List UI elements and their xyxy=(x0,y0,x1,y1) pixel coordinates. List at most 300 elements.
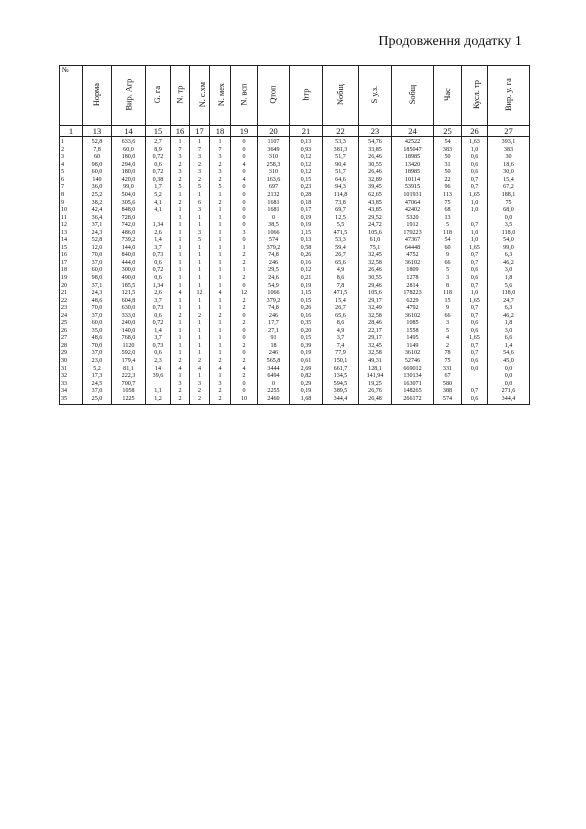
table-cell: 54 xyxy=(434,137,462,147)
table-cell: 2 xyxy=(171,388,190,396)
table-cell: 0,6 xyxy=(146,313,171,321)
table-cell: 2460 xyxy=(258,396,290,405)
table-cell: 504,0 xyxy=(112,192,146,200)
table-cell: 1 xyxy=(171,192,190,200)
table-cell: 0,0 xyxy=(488,381,530,389)
row-number-cell: 3 xyxy=(60,154,83,162)
table-cell: 2,6 xyxy=(146,290,171,298)
table-cell: 30,0 xyxy=(488,169,530,177)
table-cell: 3 xyxy=(210,169,231,177)
table-cell: 45,0 xyxy=(488,358,530,366)
table-cell xyxy=(462,381,488,389)
table-cell: 271,6 xyxy=(488,388,530,396)
table-cell: 5 xyxy=(434,267,462,275)
table-cell: 1278 xyxy=(392,275,434,283)
table-row xyxy=(60,137,530,147)
table-cell: 37,1 xyxy=(83,222,112,230)
table-cell: 19,25 xyxy=(359,381,392,389)
table-cell: 1 xyxy=(210,207,231,215)
table-cell: 1 xyxy=(190,252,210,260)
header-cell: N. мех xyxy=(210,66,231,126)
table-cell: 130134 xyxy=(392,373,434,381)
table-cell: 258,3 xyxy=(258,162,290,170)
table-cell: 43,85 xyxy=(359,199,392,207)
table-cell: 163071 xyxy=(392,381,434,389)
row-number-cell: 23 xyxy=(60,305,83,313)
table-row xyxy=(60,305,530,313)
table-cell: 0,6 xyxy=(146,260,171,268)
table-cell: 1 xyxy=(171,335,190,343)
table-cell: 15 xyxy=(434,297,462,305)
table-cell: 7,8 xyxy=(323,282,359,290)
table-cell: 388 xyxy=(434,388,462,396)
table-cell: 24,72 xyxy=(359,222,392,230)
table-cell: 60 xyxy=(434,245,462,253)
table-cell: 50 xyxy=(434,154,462,162)
table-row xyxy=(60,343,530,351)
table-cell: 77,9 xyxy=(323,350,359,358)
table-cell: 669012 xyxy=(392,365,434,373)
table-cell: 0,7 xyxy=(462,343,488,351)
table-cell xyxy=(146,381,171,389)
table-row xyxy=(60,297,530,305)
table-cell: 42522 xyxy=(392,137,434,147)
row-number-cell: 18 xyxy=(60,267,83,275)
table-cell: 65,6 xyxy=(323,313,359,321)
table-cell: 4 xyxy=(210,365,231,373)
header-cell: S у.з. xyxy=(359,66,392,126)
table-cell: 98,0 xyxy=(83,275,112,283)
table-cell: 0,12 xyxy=(290,267,323,275)
table-cell: 54,76 xyxy=(359,137,392,147)
table-cell: 0,13 xyxy=(290,137,323,147)
table-cell: 6494 xyxy=(258,373,290,381)
table-cell: 0,19 xyxy=(290,388,323,396)
table-row xyxy=(60,313,530,321)
table-cell: 0 xyxy=(231,137,258,147)
table-cell: 246 xyxy=(258,350,290,358)
table-cell: 163,6 xyxy=(258,177,290,185)
table-cell: 2 xyxy=(171,177,190,185)
table-cell: 0,21 xyxy=(290,275,323,283)
row-number-cell: 8 xyxy=(60,192,83,200)
table-cell: 1085 xyxy=(392,320,434,328)
table-cell: 67,2 xyxy=(488,184,530,192)
table-cell: 96 xyxy=(434,184,462,192)
table-cell: 91 xyxy=(258,335,290,343)
table-cell: 1 xyxy=(190,260,210,268)
table-cell: 2 xyxy=(231,305,258,313)
table-cell: 574 xyxy=(258,237,290,245)
table-cell: 52746 xyxy=(392,358,434,366)
table-cell: 7,8 xyxy=(83,147,112,155)
table-cell: 114,8 xyxy=(323,192,359,200)
row-number-cell: 15 xyxy=(60,245,83,253)
table-cell: 90,4 xyxy=(323,162,359,170)
table-cell: 1,7 xyxy=(146,184,171,192)
table-cell: 26,76 xyxy=(359,388,392,396)
table-cell: 7 xyxy=(210,147,231,155)
table-cell: 0 xyxy=(231,335,258,343)
table-cell: 0,6 xyxy=(462,328,488,336)
table-cell: 39,6 xyxy=(146,373,171,381)
table-cell: 331 xyxy=(434,365,462,373)
table-cell: 10114 xyxy=(392,177,434,185)
table-cell: 47367 xyxy=(392,237,434,245)
row-number-cell: 7 xyxy=(60,184,83,192)
table-cell: 52,8 xyxy=(83,137,112,147)
table-cell: 0,19 xyxy=(290,222,323,230)
table-cell: 5,5 xyxy=(323,222,359,230)
column-number: 24 xyxy=(392,126,434,137)
table-cell: 0 xyxy=(231,154,258,162)
table-cell: 840,0 xyxy=(112,252,146,260)
table-cell xyxy=(462,373,488,381)
table-cell: 3 xyxy=(190,381,210,389)
table-row xyxy=(60,184,530,192)
table-cell: 70,0 xyxy=(83,343,112,351)
table-cell: 29,46 xyxy=(359,282,392,290)
table-cell: 630,0 xyxy=(112,305,146,313)
table-cell: 26,46 xyxy=(359,154,392,162)
table-cell: 5 xyxy=(434,328,462,336)
table-cell: 0,12 xyxy=(290,154,323,162)
table-cell: 51,7 xyxy=(323,169,359,177)
table-cell: 4 xyxy=(231,162,258,170)
table-cell: 2 xyxy=(171,199,190,207)
table-cell: 1225 xyxy=(112,396,146,405)
table-cell: 3 xyxy=(190,207,210,215)
header-cell: Час xyxy=(434,66,462,126)
table-cell: 240,0 xyxy=(112,320,146,328)
table-cell: 1681 xyxy=(258,199,290,207)
table-cell: 32,45 xyxy=(359,252,392,260)
table-cell: 2 xyxy=(171,313,190,321)
row-number-cell: 26 xyxy=(60,328,83,336)
table-cell: 0,72 xyxy=(146,267,171,275)
table-cell: 3,0 xyxy=(488,328,530,336)
table-cell: 0 xyxy=(231,328,258,336)
table-cell: 29,52 xyxy=(359,214,392,222)
table-cell: 36,0 xyxy=(83,184,112,192)
table-cell: 2 xyxy=(210,396,231,405)
table-cell: 46,2 xyxy=(488,260,530,268)
table-cell: 0 xyxy=(258,381,290,389)
table-cell: 1 xyxy=(210,282,231,290)
header-cell: G. га xyxy=(146,66,171,126)
table-cell: 0,73 xyxy=(146,343,171,351)
table-cell: 113 xyxy=(434,192,462,200)
table-cell: 0,0 xyxy=(462,365,488,373)
table-cell: 1 xyxy=(171,328,190,336)
table-cell: 2,6 xyxy=(146,230,171,238)
table-cell: 604,8 xyxy=(112,297,146,305)
table-cell: 3 xyxy=(434,320,462,328)
table-cell: 0,26 xyxy=(290,305,323,313)
table-cell: 24,3 xyxy=(83,290,112,298)
table-cell: 0,7 xyxy=(462,388,488,396)
table-cell: 140,0 xyxy=(112,328,146,336)
table-cell: 2 xyxy=(231,343,258,351)
table-cell: 294,0 xyxy=(112,162,146,170)
table-cell: 0,7 xyxy=(462,350,488,358)
table-cell: 134,5 xyxy=(323,373,359,381)
table-cell: 64,6 xyxy=(323,177,359,185)
table-cell: 53,3 xyxy=(323,237,359,245)
table-cell: 1 xyxy=(190,275,210,283)
row-number-cell: 11 xyxy=(60,214,83,222)
table-cell: 26,7 xyxy=(323,252,359,260)
table-row xyxy=(60,350,530,358)
table-cell: 471,5 xyxy=(323,230,359,238)
table-cell: 37,0 xyxy=(83,313,112,321)
table-cell: 6,3 xyxy=(488,252,530,260)
table-cell: 1 xyxy=(171,230,190,238)
table-cell: 1058 xyxy=(112,388,146,396)
table-cell: 50 xyxy=(434,169,462,177)
table-cell: 1,8 xyxy=(488,275,530,283)
table-cell: 1,1 xyxy=(146,388,171,396)
header-cell: N. всп xyxy=(231,66,258,126)
table-cell: 0,6 xyxy=(462,275,488,283)
header-cell-number: № xyxy=(60,66,83,126)
table-row xyxy=(60,282,530,290)
table-cell: 1 xyxy=(210,267,231,275)
table-row xyxy=(60,365,530,373)
table-cell: 1 xyxy=(171,320,190,328)
table-cell: 17,7 xyxy=(258,320,290,328)
table-row xyxy=(60,207,530,215)
table-cell: 0,73 xyxy=(146,252,171,260)
row-number-cell: 5 xyxy=(60,169,83,177)
table-cell: 3 xyxy=(190,230,210,238)
table-cell: 74,8 xyxy=(258,252,290,260)
table-cell: 0,20 xyxy=(290,328,323,336)
table-cell: 18 xyxy=(258,343,290,351)
table-cell: 0,17 xyxy=(290,207,323,215)
table-cell: 3649 xyxy=(258,147,290,155)
table-cell: 1 xyxy=(210,328,231,336)
table-cell: 65,6 xyxy=(323,260,359,268)
table-cell: 1 xyxy=(210,297,231,305)
table-cell: 2 xyxy=(231,373,258,381)
column-number: 13 xyxy=(83,126,112,137)
table-cell: 4792 xyxy=(392,305,434,313)
table-cell: 42,4 xyxy=(83,207,112,215)
table-cell: 0,61 xyxy=(290,358,323,366)
table-cell: 29,17 xyxy=(359,297,392,305)
table-cell: 75 xyxy=(488,199,530,207)
table-cell: 5 xyxy=(210,184,231,192)
table-cell: 2 xyxy=(231,358,258,366)
header-cell: Вир. Агр xyxy=(112,66,146,126)
table-cell: 7 xyxy=(190,147,210,155)
table-cell: 6,6 xyxy=(488,335,530,343)
table-cell: 47064 xyxy=(392,199,434,207)
table-cell: 64448 xyxy=(392,245,434,253)
table-cell: 2 xyxy=(190,396,210,405)
table-cell: 4,1 xyxy=(146,207,171,215)
table-cell: 14 xyxy=(146,365,171,373)
table-body xyxy=(60,137,530,405)
table-cell: 0,19 xyxy=(290,350,323,358)
table-cell: 5 xyxy=(190,237,210,245)
table-cell: 12,5 xyxy=(323,214,359,222)
table-cell: 2255 xyxy=(258,388,290,396)
table-cell: 1 xyxy=(190,373,210,381)
table-cell: 0,58 xyxy=(290,245,323,253)
table-cell: 3,7 xyxy=(323,335,359,343)
table-cell: 185,5 xyxy=(112,282,146,290)
table-cell: 1 xyxy=(171,260,190,268)
table-cell: 1558 xyxy=(392,328,434,336)
table-cell: 48,6 xyxy=(83,335,112,343)
table-row xyxy=(60,192,530,200)
table-cell: 17,3 xyxy=(83,373,112,381)
row-number-cell: 20 xyxy=(60,282,83,290)
table-cell: 1 xyxy=(171,245,190,253)
table-cell: 0,16 xyxy=(290,260,323,268)
table-cell: 1 xyxy=(171,214,190,222)
table-cell: 393,1 xyxy=(488,137,530,147)
table-cell: 0,0 xyxy=(488,365,530,373)
table-cell: 383 xyxy=(434,147,462,155)
table-cell: 2 xyxy=(171,162,190,170)
column-number: 14 xyxy=(112,126,146,137)
row-number-cell: 14 xyxy=(60,237,83,245)
table-cell: 38,2 xyxy=(83,199,112,207)
table-cell: 344,4 xyxy=(488,396,530,405)
table-cell: 2,3 xyxy=(146,358,171,366)
table-cell: 1149 xyxy=(392,343,434,351)
table-cell: 0,28 xyxy=(290,192,323,200)
table-cell: 36102 xyxy=(392,350,434,358)
table-cell: 1 xyxy=(190,245,210,253)
table-cell: 0,26 xyxy=(290,252,323,260)
table-cell: 0,15 xyxy=(290,177,323,185)
table-cell: 1107 xyxy=(258,137,290,147)
table-cell: 0,29 xyxy=(290,381,323,389)
row-number-cell: 29 xyxy=(60,350,83,358)
table-cell: 420,0 xyxy=(112,177,146,185)
table-cell: 1 xyxy=(190,350,210,358)
table-cell: 8,6 xyxy=(323,320,359,328)
table-cell: 140 xyxy=(83,177,112,185)
column-number: 20 xyxy=(258,126,290,137)
table-cell: 66 xyxy=(434,313,462,321)
table-cell: 36102 xyxy=(392,260,434,268)
table-cell: 471,5 xyxy=(323,290,359,298)
table-row xyxy=(60,328,530,336)
table-cell: 0,6 xyxy=(146,350,171,358)
table-cell: 1,63 xyxy=(462,137,488,147)
table-cell: 0,7 xyxy=(462,305,488,313)
table-row xyxy=(60,381,530,389)
table-cell: 739,2 xyxy=(112,237,146,245)
table-cell: 70,0 xyxy=(83,305,112,313)
table-cell: 180,0 xyxy=(112,169,146,177)
table-cell: 1 xyxy=(190,335,210,343)
table-cell: 25,2 xyxy=(83,192,112,200)
table-cell: 1,65 xyxy=(462,245,488,253)
table-cell: 0 xyxy=(231,282,258,290)
table-cell: 3,0 xyxy=(488,267,530,275)
table-cell: 32,49 xyxy=(359,305,392,313)
table-cell: 37,0 xyxy=(83,350,112,358)
row-number-cell: 6 xyxy=(60,177,83,185)
table-cell: 592,0 xyxy=(112,350,146,358)
table-cell: 1 xyxy=(171,373,190,381)
column-number: 15 xyxy=(146,126,171,137)
table-cell: 1681 xyxy=(258,207,290,215)
table-cell: 574 xyxy=(434,396,462,405)
table-cell xyxy=(462,214,488,222)
table-cell: 633,6 xyxy=(112,137,146,147)
table-cell: 7 xyxy=(171,147,190,155)
table-cell: 1 xyxy=(210,237,231,245)
table-cell: 1 xyxy=(210,373,231,381)
table-cell: 38,5 xyxy=(258,222,290,230)
table-cell: 59,4 xyxy=(323,245,359,253)
table-cell: 2 xyxy=(210,313,231,321)
table-cell: 54,0 xyxy=(488,237,530,245)
table-cell: 1 xyxy=(210,335,231,343)
table-row xyxy=(60,177,530,185)
table-cell: 3 xyxy=(231,230,258,238)
table-cell: 1 xyxy=(210,192,231,200)
table-cell: 23,0 xyxy=(83,358,112,366)
table-cell: 246 xyxy=(258,313,290,321)
table-cell: 2 xyxy=(231,260,258,268)
table-cell: 0,72 xyxy=(146,154,171,162)
table-cell: 0,38 xyxy=(146,177,171,185)
table-cell: 486,0 xyxy=(112,230,146,238)
table-cell: 1066 xyxy=(258,230,290,238)
table-cell: 383 xyxy=(488,147,530,155)
row-number-cell: 19 xyxy=(60,275,83,283)
table-row xyxy=(60,230,530,238)
table-cell: 344,4 xyxy=(323,396,359,405)
table-cell: 5 xyxy=(434,222,462,230)
table-cell: 0 xyxy=(231,184,258,192)
table-cell: 0,93 xyxy=(290,147,323,155)
table-cell: 180,0 xyxy=(112,154,146,162)
table-cell: 6229 xyxy=(392,297,434,305)
table-row xyxy=(60,267,530,275)
table-cell: 1 xyxy=(171,207,190,215)
table-cell: 4 xyxy=(171,290,190,298)
table-cell: 32,89 xyxy=(359,177,392,185)
table-cell: 0 xyxy=(231,199,258,207)
table-cell: 29,17 xyxy=(359,335,392,343)
table-cell: 1912 xyxy=(392,222,434,230)
table-cell: 5 xyxy=(190,184,210,192)
table-cell: 0 xyxy=(231,147,258,155)
table-cell: 78 xyxy=(434,350,462,358)
table-cell: 178223 xyxy=(392,290,434,298)
table-cell: 2 xyxy=(231,297,258,305)
table-row xyxy=(60,335,530,343)
table-cell: 4,1 xyxy=(146,199,171,207)
table-cell: 54 xyxy=(434,237,462,245)
table-cell: 700,7 xyxy=(112,381,146,389)
table-cell: 379,2 xyxy=(258,245,290,253)
table-cell: 32,58 xyxy=(359,313,392,321)
table-cell: 75 xyxy=(434,358,462,366)
table-cell: 0,19 xyxy=(290,214,323,222)
table-cell: 4 xyxy=(171,365,190,373)
table-cell: 35,0 xyxy=(83,328,112,336)
